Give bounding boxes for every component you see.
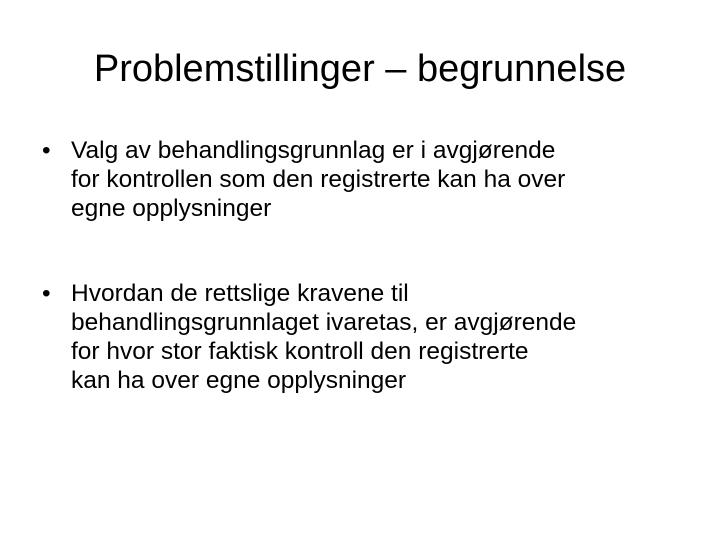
bullet-item [36, 279, 684, 395]
bullet-text-line: for hvor stor faktisk kontroll den registrerte [71, 338, 529, 365]
bullet-item [36, 136, 684, 223]
bullet-text-line: Hvordan de rettslige kravene til [71, 280, 409, 307]
bullet-text-line: egne opplysninger [71, 195, 272, 222]
bullet-list [36, 136, 684, 451]
bullet-marker: • [42, 137, 51, 164]
bullet-text-line: Valg av behandlingsgrunnlag er i avgjørende [71, 137, 556, 164]
bullet-text-line: kan ha over egne opplysninger [71, 367, 407, 394]
slide-title: Problemstillinger – begrunnelse [93, 48, 627, 90]
bullet-text-line: for kontrollen som den registrerte kan ha over [71, 166, 566, 193]
bullet-marker: • [42, 280, 51, 307]
bullet-text-line: behandlingsgrunnlaget ivaretas, er avgjørende [71, 309, 577, 336]
